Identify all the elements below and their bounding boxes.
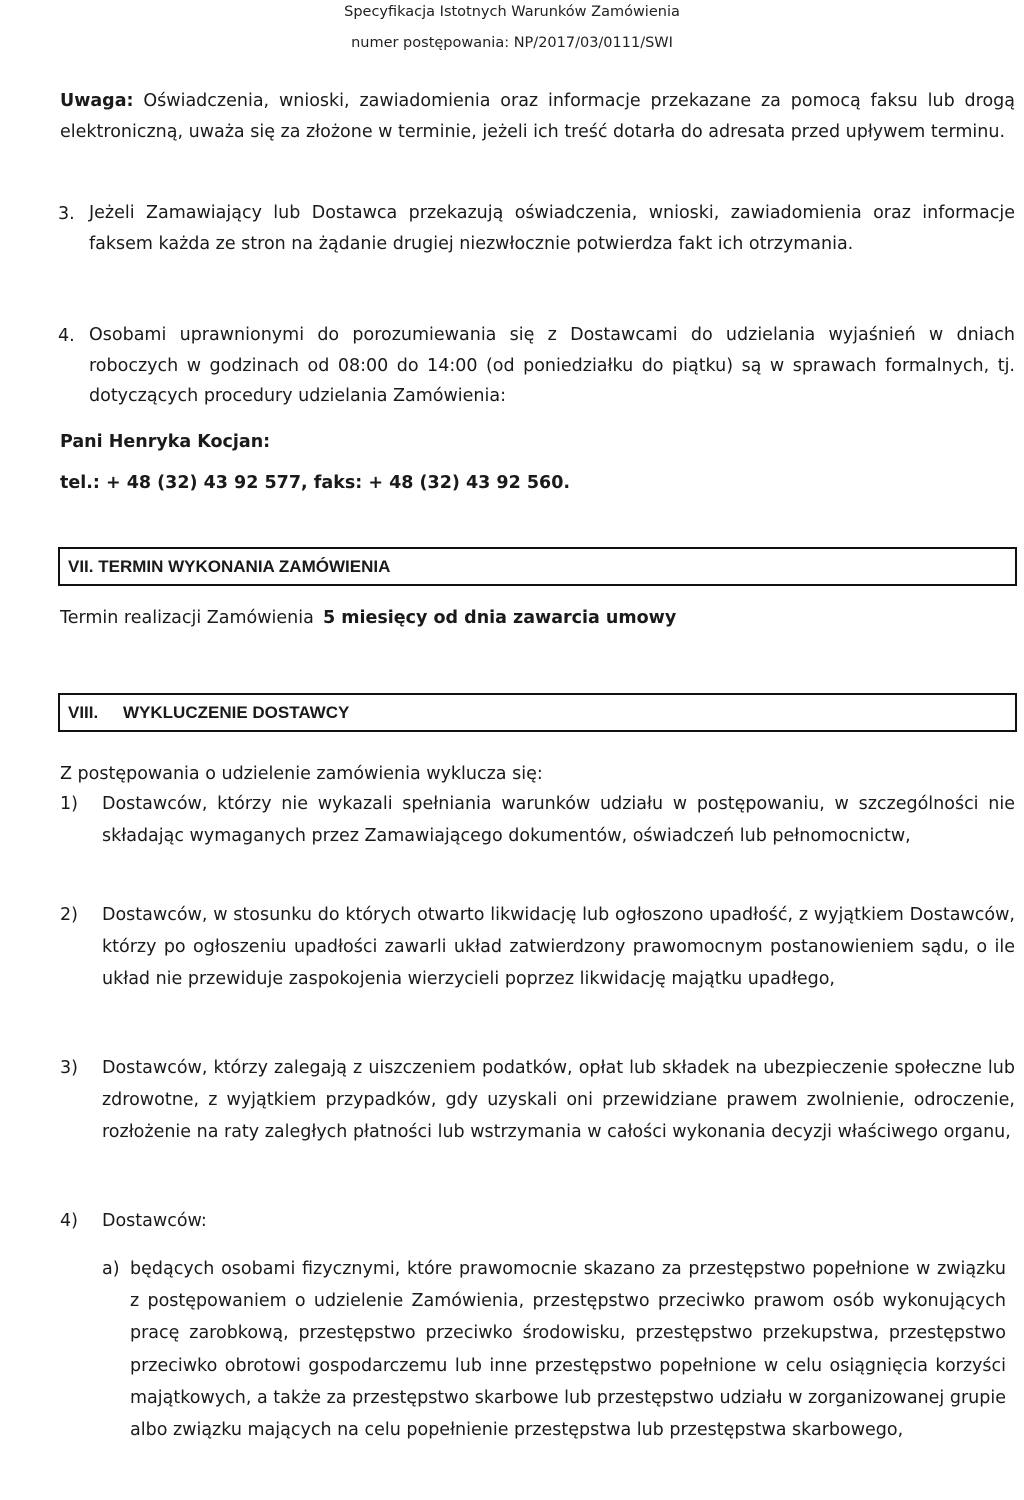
list-marker: 4) — [60, 1211, 78, 1231]
contact-name: Pani Henryka Kocjan: — [60, 432, 271, 452]
point-text: Osobami uprawnionymi do porozumiewania się z Dostawcami do udzielania wyjaśnień w dniach roboczych w godzinach od 08:00 do 14:00 (od poniedziałku do piątku) są w sprawach formalnych, tj. dotyczących procedury udzielania Zamówienia: — [89, 325, 1015, 406]
section-number: VIII. — [68, 703, 99, 722]
section-title: WYKLUCZENIE DOSTAWCY — [123, 703, 350, 722]
note-text: Oświadczenia, wnioski, zawiadomienia oraz informacje przekazane za pomocą faksu lub drogą elektroniczną, uważa się za złożone w terminie, jeżeli ich treść dotarła do adresata przed upływem terminu. — [60, 91, 1015, 142]
list-marker: 1) — [60, 794, 78, 814]
list-item: Dostawców: — [102, 1211, 207, 1231]
note-paragraph — [60, 86, 1015, 147]
section-heading — [58, 693, 1017, 732]
list-item: będących osobami fizycznymi, które prawomocnie skazano za przestępstwo popełnione w związku z postępowaniem o udzielenie Zamówienia, przestępstwo przeciwko prawom osób wykonujących pracę zarobkową, przestępstwo przeciwko środowisku, przestępstwo przekupstwa, przestępstwo przeciwko obrotowi gospodarczemu lub inne przestępstwo popełnione w celu osiągnięcia korzyści majątkowych, a także za przestępstwo skarbowe lub przestępstwo udziału w zorganizowanej grupie albo związku mających na celu popełnienie przestępstwa lub przestępstwa skarbowego, — [130, 1259, 1006, 1441]
section-heading — [58, 547, 1017, 586]
point-number: 3. — [58, 204, 75, 224]
note-label: Uwaga: — [60, 91, 134, 111]
list-marker: 3) — [60, 1058, 78, 1078]
deadline-label: Termin realizacji Zamówienia — [60, 608, 314, 628]
point-text: Jeżeli Zamawiający lub Dostawca przekazują oświadczenia, wnioski, zawiadomienia oraz informacje faksem każda ze stron na żądanie drugiej niezwłocznie potwierdza fakt ich otrzymania. — [89, 203, 1015, 254]
document-title: Specyfikacja Istotnych Warunków Zamówienia — [344, 4, 680, 20]
list-marker: 2) — [60, 905, 78, 925]
section-heading-text: VII. TERMIN WYKONANIA ZAMÓWIENIA — [68, 557, 391, 576]
contact-phone: tel.: + 48 (32) 43 92 577, faks: + 48 (32) 43 92 560. — [60, 473, 571, 493]
list-item: Dostawców, którzy nie wykazali spełniania warunków udziału w postępowaniu, w szczególności nie składając wymaganych przez Zamawiającego dokumentów, oświadczeń lub pełnomocnictw, — [102, 794, 1015, 847]
point-number: 4. — [58, 326, 75, 346]
exclusion-intro: Z postępowania o udzielenie zamówienia wyklucza się: — [60, 764, 543, 784]
case-number: numer postępowania: NP/2017/03/0111/SWI — [351, 35, 673, 51]
list-item: Dostawców, którzy zalegają z uiszczeniem podatków, opłat lub składek na ubezpieczenie społeczne lub zdrowotne, z wyjątkiem przypadków, gdy uzyskali oni przewidziane prawem zwolnienie, odroczenie, rozłożenie na raty zaległych płatności lub wstrzymania w całości wykonania decyzji właściwego organu, — [102, 1058, 1015, 1143]
list-item: Dostawców, w stosunku do których otwarto likwidację lub ogłoszono upadłość, z wyjątkiem Dostawców, którzy po ogłoszeniu upadłości zawarli układ zatwierdzony prawomocnym postanowieniem sądu, o ile układ nie przewiduje zaspokojenia wierzycieli poprzez likwidację majątku upadłego, — [102, 905, 1015, 990]
deadline-value: 5 miesięcy od dnia zawarcia umowy — [323, 608, 677, 628]
list-marker: a) — [102, 1259, 120, 1279]
